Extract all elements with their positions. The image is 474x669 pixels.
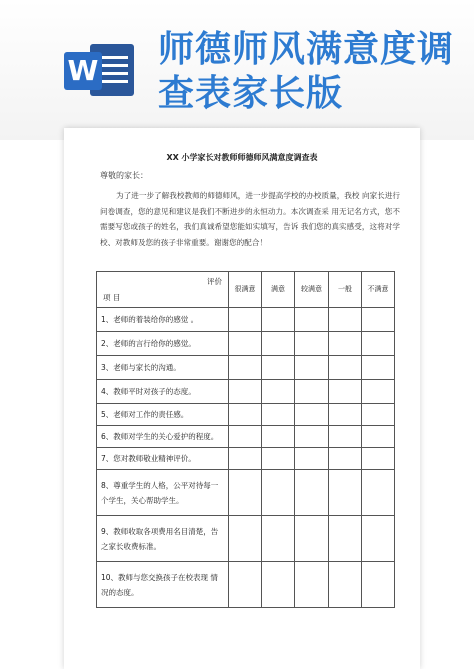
- rating-cell[interactable]: [329, 516, 362, 562]
- word-letter: W: [64, 52, 102, 90]
- rating-cell[interactable]: [295, 356, 329, 380]
- rating-cell[interactable]: [262, 562, 295, 608]
- rating-cell[interactable]: [295, 380, 329, 404]
- rating-cell[interactable]: [262, 380, 295, 404]
- row-label: 9、教师收取各项费用名目清楚，告之家长收费标准。: [97, 516, 229, 562]
- word-icon: [64, 40, 136, 100]
- rating-cell[interactable]: [262, 308, 295, 332]
- col-average: 一般: [329, 272, 362, 308]
- intro-paragraph: 为了进一步了解我校教师的师德师风，进一步提高学校的办校质量，我校 向家长进行问卷调查，您的意见和建议是我们不断进步的永恒动力。本次调查采 用无记名方式，您不需要写您或孩子的姓名，我们真诚希望您能如实填写，告诉 我们您的真实感受，这将对学校、对教师及您的孩子非常重要。谢谢您的配合！: [100, 191, 400, 247]
- col-fairly-satisfied: 较满意: [295, 272, 329, 308]
- rating-cell[interactable]: [362, 470, 395, 516]
- rating-cell[interactable]: [229, 308, 262, 332]
- rating-cell[interactable]: [229, 356, 262, 380]
- survey-table: [96, 271, 395, 608]
- rating-cell[interactable]: [329, 426, 362, 448]
- rating-cell[interactable]: [329, 356, 362, 380]
- rating-cell[interactable]: [362, 308, 395, 332]
- rating-cell[interactable]: [295, 308, 329, 332]
- rating-cell[interactable]: [229, 448, 262, 470]
- rating-cell[interactable]: [362, 380, 395, 404]
- table-row: [97, 562, 395, 608]
- table-row: [97, 356, 395, 380]
- header-eval-label: 评价: [207, 277, 222, 286]
- row-label: 4、教师平时对孩子的态度。: [97, 380, 229, 404]
- col-unsatisfied: 不满意: [362, 272, 395, 308]
- rating-cell[interactable]: [362, 404, 395, 426]
- row-label: 8、尊重学生的人格，公平对待每一个学生，关心帮助学生。: [97, 470, 229, 516]
- rating-cell[interactable]: [229, 404, 262, 426]
- rating-cell[interactable]: [329, 380, 362, 404]
- banner-title: [158, 28, 468, 116]
- table-row: [97, 426, 395, 448]
- rating-cell[interactable]: [295, 470, 329, 516]
- document-title: XX 小学家长对教师师德师风满意度调查表: [166, 153, 318, 162]
- rating-cell[interactable]: [262, 448, 295, 470]
- table-row: [97, 516, 395, 562]
- salutation: 尊敬的家长：: [100, 171, 148, 180]
- rating-cell[interactable]: [262, 332, 295, 356]
- rating-cell[interactable]: [362, 562, 395, 608]
- row-label: 5、老师对工作的责任感。: [97, 404, 229, 426]
- header-diagonal-cell: [97, 272, 229, 308]
- rating-cell[interactable]: [329, 448, 362, 470]
- rating-cell[interactable]: [229, 332, 262, 356]
- rating-cell[interactable]: [295, 426, 329, 448]
- col-very-satisfied: 很满意: [229, 272, 262, 308]
- rating-cell[interactable]: [229, 516, 262, 562]
- rating-cell[interactable]: [329, 404, 362, 426]
- row-label: 3、老师与家长的沟通。: [97, 356, 229, 380]
- rating-cell[interactable]: [362, 448, 395, 470]
- rating-cell[interactable]: [262, 404, 295, 426]
- rating-cell[interactable]: [329, 562, 362, 608]
- row-label: 2、老师的言行给你的感觉。: [97, 332, 229, 356]
- rating-cell[interactable]: [295, 332, 329, 356]
- rating-cell[interactable]: [362, 516, 395, 562]
- row-label: 6、教师对学生的关心爱护的程度。: [97, 426, 229, 448]
- rating-cell[interactable]: [295, 448, 329, 470]
- rating-cell[interactable]: [229, 470, 262, 516]
- rating-cell[interactable]: [329, 332, 362, 356]
- rating-cell[interactable]: [262, 426, 295, 448]
- row-label: 10、教师与您交换孩子在校表现 情况的态度。: [97, 562, 229, 608]
- banner-title-line1: 师德师风满意度调: [158, 29, 455, 70]
- rating-cell[interactable]: [295, 404, 329, 426]
- rating-cell[interactable]: [329, 308, 362, 332]
- rating-cell[interactable]: [329, 470, 362, 516]
- table-row: [97, 332, 395, 356]
- table-row: [97, 404, 395, 426]
- rating-cell[interactable]: [262, 356, 295, 380]
- rating-cell[interactable]: [295, 516, 329, 562]
- rating-cell[interactable]: [295, 562, 329, 608]
- rating-cell[interactable]: [229, 562, 262, 608]
- table-header-row: [97, 272, 395, 308]
- table-row: [97, 448, 395, 470]
- rating-cell[interactable]: [362, 332, 395, 356]
- rating-cell[interactable]: [262, 470, 295, 516]
- rating-cell[interactable]: [229, 380, 262, 404]
- document-page: [64, 128, 420, 669]
- row-label: 1、老师的着装给你的感觉 。: [97, 308, 229, 332]
- table-row: [97, 308, 395, 332]
- header-project-label: 项 目: [103, 293, 121, 302]
- table-row: [97, 470, 395, 516]
- banner-title-line2: 查表家长版: [158, 73, 344, 114]
- table-row: [97, 380, 395, 404]
- col-satisfied: 满意: [262, 272, 295, 308]
- rating-cell[interactable]: [362, 356, 395, 380]
- row-label: 7、您对教师敬业精神评价。: [97, 448, 229, 470]
- rating-cell[interactable]: [362, 426, 395, 448]
- rating-cell[interactable]: [229, 426, 262, 448]
- rating-cell[interactable]: [262, 516, 295, 562]
